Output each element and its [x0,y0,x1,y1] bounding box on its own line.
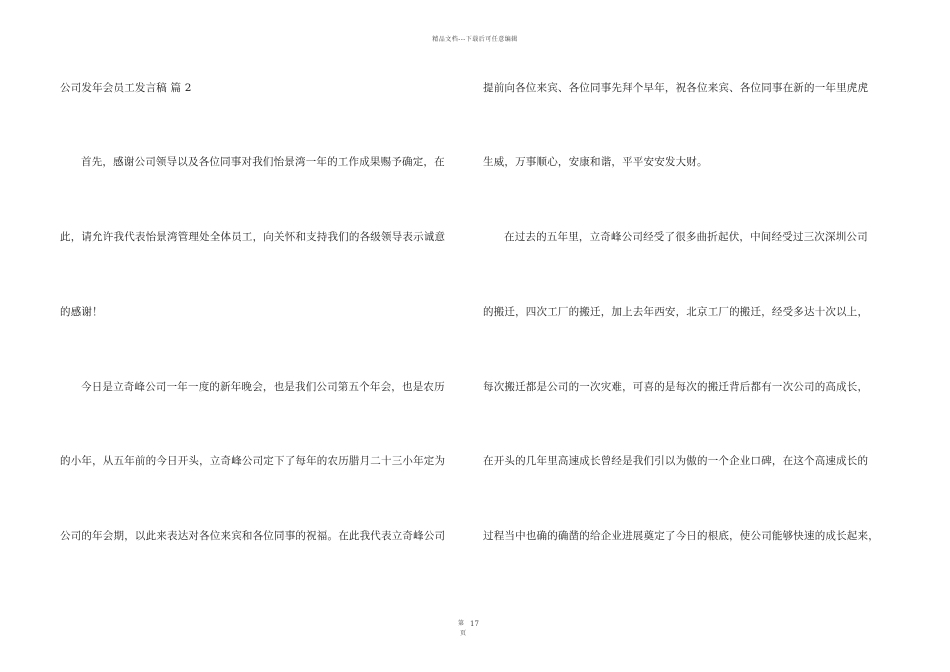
text-line: 首先，感谢公司领导以及各位同事对我们怡景湾一年的工作成果赐予确定，在 [81,156,445,168]
text-line: 公司发年会员工发言稿 篇 2 [60,82,192,94]
page-number-value: 17 [470,620,479,628]
page-header: 精品文档---下载后可任意编辑 [432,36,518,43]
text-line: 的搬迁，四次工厂的搬迁，加上去年西安，北京工厂的搬迁，经受多达十次以上， [483,306,869,318]
text-line: 的小年，从五年前的今日开头，立奇峰公司定下了每年的农历腊月二十三小年定为 [60,455,446,467]
text-line: 在过去的五年里，立奇峰公司经受了很多曲折起伏，中间经受过三次深圳公司 [504,231,868,243]
text-line: 此，请允许我代表怡景湾管理处全体员工，向关怀和支持我们的各级领导表示诚意 [60,231,446,243]
page-number-suffix: 页 [460,630,467,637]
text-line: 过程当中也确的确凿的给企业进展奠定了今日的根底，使公司能够快速的成长起来， [483,530,879,542]
text-line: 的感谢！ [60,306,103,318]
text-line: 生威，万事顺心，安康和谐，平平安安发大财。 [483,156,708,168]
text-line: 今日是立奇峰公司一年一度的新年晚会，也是我们公司第五个年会，也是农历 [81,381,445,393]
text-line: 每次搬迁都是公司的一次灾难，可喜的是每次的搬迁背后都有一次公司的高成长， [483,381,869,393]
text-line: 在开头的几年里高速成长曾经是我们引以为傲的一个企业口碑，在这个高速成长的 [483,455,869,467]
text-line: 公司的年会期，以此来表达对各位来宾和各位同事的祝福。在此我代表立奇峰公司 [60,530,446,542]
page-number [458,620,479,637]
text-line: 提前向各位来宾、各位同事先拜个早年，祝各位来宾、各位同事在新的一年里虎虎 [483,82,869,94]
page-number-prefix: 第 [458,620,465,627]
